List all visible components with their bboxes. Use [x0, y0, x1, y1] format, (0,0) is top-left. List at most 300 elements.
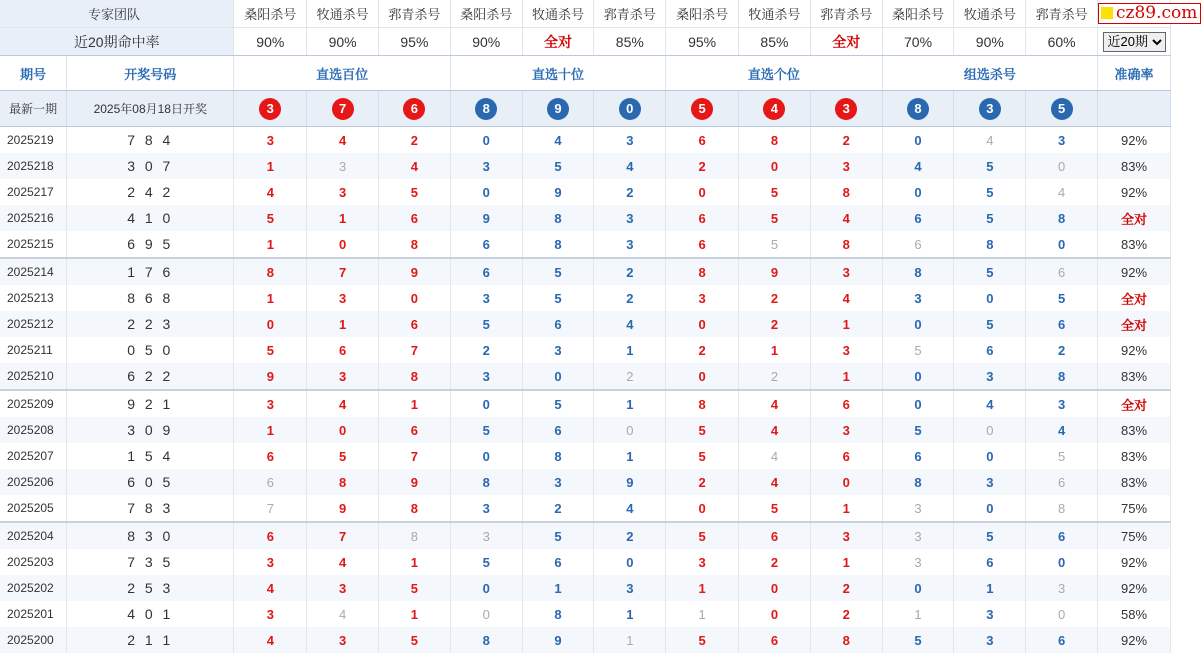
hit-rate: 70%	[882, 28, 954, 56]
issue-number: 2025201	[0, 601, 67, 627]
col-group: 组选杀号	[882, 56, 1097, 91]
latest-ball-cell	[594, 91, 666, 127]
table-row	[0, 443, 1171, 469]
logo-square-icon	[1101, 7, 1113, 19]
kill-number: 4	[307, 390, 379, 417]
kill-number: 7	[234, 495, 307, 522]
kill-number: 0	[307, 231, 379, 258]
expert-name: 郛青杀号	[379, 0, 451, 28]
kill-number: 5	[522, 522, 594, 549]
latest-ball-cell	[882, 91, 954, 127]
hit-rate-row	[0, 28, 1171, 56]
table-row	[0, 153, 1171, 179]
kill-number: 7	[307, 258, 379, 285]
number-ball: 7	[332, 98, 354, 120]
kill-number: 3	[810, 417, 882, 443]
rate-label: 近20期命中率	[0, 28, 234, 56]
kill-number: 1	[522, 575, 594, 601]
expert-name: 牧通杀号	[522, 0, 594, 28]
kill-number: 6	[882, 205, 954, 231]
draw-number: 4 0 1	[67, 601, 234, 627]
kill-number: 4	[234, 179, 307, 205]
kill-number: 0	[954, 495, 1026, 522]
accuracy-value: 92%	[1098, 549, 1171, 575]
kill-number: 8	[1026, 363, 1098, 390]
accuracy-value: 83%	[1098, 443, 1171, 469]
kill-number: 3	[522, 337, 594, 363]
kill-number: 3	[954, 469, 1026, 495]
kill-number: 2	[1026, 337, 1098, 363]
kill-number: 6	[1026, 311, 1098, 337]
kill-number: 3	[450, 285, 522, 311]
kill-number: 7	[379, 443, 451, 469]
kill-number: 0	[739, 575, 811, 601]
hit-rate: 90%	[307, 28, 379, 56]
issue-number: 2025211	[0, 337, 67, 363]
latest-ball-cell	[810, 91, 882, 127]
kill-number: 4	[594, 311, 666, 337]
kill-number: 2	[810, 575, 882, 601]
kill-number: 8	[882, 469, 954, 495]
issue-number: 2025217	[0, 179, 67, 205]
number-ball: 9	[547, 98, 569, 120]
kill-number: 3	[307, 179, 379, 205]
accuracy-value: 92%	[1098, 627, 1171, 653]
expert-name: 桑阳杀号	[234, 0, 307, 28]
accuracy-value: 全对	[1098, 311, 1171, 337]
kill-number: 8	[522, 231, 594, 258]
kill-number: 9	[522, 627, 594, 653]
kill-number: 6	[522, 417, 594, 443]
column-header-row	[0, 56, 1171, 91]
accuracy-value: 全对	[1098, 285, 1171, 311]
issue-number: 2025200	[0, 627, 67, 653]
kill-number: 8	[379, 231, 451, 258]
kill-number: 0	[666, 363, 739, 390]
kill-number: 6	[307, 337, 379, 363]
kill-number: 3	[522, 469, 594, 495]
kill-number: 5	[666, 443, 739, 469]
expert-name: 牧通杀号	[307, 0, 379, 28]
kill-number: 7	[307, 522, 379, 549]
kill-number: 2	[450, 337, 522, 363]
kill-number: 3	[307, 627, 379, 653]
kill-number: 2	[739, 311, 811, 337]
kill-number: 4	[234, 627, 307, 653]
hit-rate: 60%	[1026, 28, 1098, 56]
kill-number: 1	[379, 390, 451, 417]
kill-number: 1	[810, 363, 882, 390]
kill-number: 8	[307, 469, 379, 495]
table-row	[0, 627, 1171, 653]
accuracy-value: 83%	[1098, 469, 1171, 495]
draw-number: 9 2 1	[67, 390, 234, 417]
kill-number: 2	[666, 153, 739, 179]
accuracy-value: 75%	[1098, 522, 1171, 549]
period-select[interactable]	[1103, 32, 1166, 52]
kill-number: 5	[666, 417, 739, 443]
kill-number: 3	[882, 495, 954, 522]
col-hundreds: 直选百位	[234, 56, 450, 91]
kill-number: 3	[882, 522, 954, 549]
kill-number: 3	[882, 549, 954, 575]
kill-number: 0	[594, 549, 666, 575]
kill-number: 8	[810, 179, 882, 205]
number-ball: 3	[835, 98, 857, 120]
kill-number: 0	[450, 127, 522, 154]
table-row	[0, 205, 1171, 231]
draw-number: 1 7 6	[67, 258, 234, 285]
latest-ball-cell	[307, 91, 379, 127]
kill-number: 1	[594, 390, 666, 417]
kill-number: 1	[739, 337, 811, 363]
kill-number: 6	[522, 311, 594, 337]
issue-number: 2025204	[0, 522, 67, 549]
accuracy-value: 58%	[1098, 601, 1171, 627]
kill-number: 8	[1026, 205, 1098, 231]
kill-number: 1	[810, 549, 882, 575]
kill-number: 5	[522, 153, 594, 179]
kill-number: 1	[234, 231, 307, 258]
kill-number: 6	[234, 443, 307, 469]
kill-number: 5	[450, 417, 522, 443]
kill-number: 3	[234, 601, 307, 627]
issue-number: 2025206	[0, 469, 67, 495]
hit-rate: 85%	[594, 28, 666, 56]
expert-name: 桑阳杀号	[666, 0, 739, 28]
kill-number: 6	[882, 443, 954, 469]
latest-accuracy-empty	[1098, 91, 1171, 127]
issue-number: 2025218	[0, 153, 67, 179]
kill-number: 0	[450, 575, 522, 601]
kill-number: 0	[522, 363, 594, 390]
kill-number: 5	[954, 258, 1026, 285]
kill-number: 4	[739, 417, 811, 443]
kill-number: 6	[1026, 522, 1098, 549]
kill-number: 0	[450, 601, 522, 627]
kill-number: 1	[594, 601, 666, 627]
expert-name: 郛青杀号	[594, 0, 666, 28]
kill-number: 2	[379, 127, 451, 154]
latest-ball-cell	[666, 91, 739, 127]
kill-number: 0	[594, 417, 666, 443]
hit-rate: 90%	[234, 28, 307, 56]
number-ball: 6	[403, 98, 425, 120]
kill-number: 9	[450, 205, 522, 231]
issue-number: 2025212	[0, 311, 67, 337]
period-select-cell	[1098, 28, 1171, 56]
issue-number: 2025203	[0, 549, 67, 575]
kill-number: 6	[379, 417, 451, 443]
issue-number: 2025209	[0, 390, 67, 417]
kill-number: 0	[882, 179, 954, 205]
kill-number: 5	[954, 179, 1026, 205]
kill-number: 1	[594, 627, 666, 653]
kill-number: 3	[234, 549, 307, 575]
kill-number: 5	[522, 285, 594, 311]
kill-number: 9	[234, 363, 307, 390]
kill-number: 5	[450, 549, 522, 575]
logo-text: cz89.com	[1116, 3, 1198, 23]
kill-number: 0	[666, 179, 739, 205]
kill-number: 5	[450, 311, 522, 337]
kill-number: 4	[1026, 417, 1098, 443]
kill-number: 3	[666, 549, 739, 575]
logo-badge[interactable]	[1098, 3, 1201, 24]
kill-number: 8	[1026, 495, 1098, 522]
table-row	[0, 231, 1171, 258]
kill-number: 6	[954, 337, 1026, 363]
draw-number: 3 0 7	[67, 153, 234, 179]
kill-number: 3	[234, 127, 307, 154]
kill-number: 3	[450, 153, 522, 179]
kill-number: 4	[739, 443, 811, 469]
kill-number: 1	[234, 285, 307, 311]
accuracy-value: 92%	[1098, 127, 1171, 154]
kill-number: 8	[810, 627, 882, 653]
draw-number: 1 5 4	[67, 443, 234, 469]
issue-number: 2025210	[0, 363, 67, 390]
col-tens: 直选十位	[450, 56, 665, 91]
kill-number: 8	[379, 363, 451, 390]
kill-number: 6	[234, 469, 307, 495]
accuracy-value: 92%	[1098, 258, 1171, 285]
kill-number: 2	[594, 363, 666, 390]
kill-number: 3	[450, 495, 522, 522]
expert-name: 桑阳杀号	[450, 0, 522, 28]
issue-number: 2025214	[0, 258, 67, 285]
kill-number: 5	[379, 575, 451, 601]
hit-rate: 90%	[954, 28, 1026, 56]
kill-number: 0	[882, 575, 954, 601]
kill-number: 6	[450, 258, 522, 285]
draw-number: 2 2 3	[67, 311, 234, 337]
kill-number: 1	[307, 311, 379, 337]
table-row	[0, 522, 1171, 549]
kill-number: 5	[954, 153, 1026, 179]
kill-number: 8	[810, 231, 882, 258]
issue-number: 2025219	[0, 127, 67, 154]
hit-rate: 95%	[666, 28, 739, 56]
kill-number: 3	[450, 522, 522, 549]
issue-number: 2025213	[0, 285, 67, 311]
kill-number: 2	[810, 127, 882, 154]
draw-number: 6 2 2	[67, 363, 234, 390]
kill-number: 8	[522, 601, 594, 627]
kill-number: 1	[594, 337, 666, 363]
kill-number: 5	[954, 522, 1026, 549]
kill-number: 3	[594, 205, 666, 231]
table-row	[0, 285, 1171, 311]
kill-number: 2	[810, 601, 882, 627]
table-row	[0, 417, 1171, 443]
issue-number: 2025205	[0, 495, 67, 522]
kill-number: 5	[234, 337, 307, 363]
latest-date: 2025年08月18日开奖	[67, 91, 234, 127]
kill-number: 1	[666, 601, 739, 627]
team-label: 专家团队	[0, 0, 234, 28]
number-ball: 8	[475, 98, 497, 120]
kill-number: 8	[234, 258, 307, 285]
kill-number: 2	[594, 258, 666, 285]
kill-number: 1	[594, 443, 666, 469]
kill-number: 5	[739, 495, 811, 522]
latest-draw-row	[0, 91, 1171, 127]
kill-number: 1	[234, 153, 307, 179]
kill-number: 0	[810, 469, 882, 495]
hit-rate: 全对	[522, 28, 594, 56]
kill-number: 8	[666, 390, 739, 417]
accuracy-value: 92%	[1098, 337, 1171, 363]
kill-number: 9	[522, 179, 594, 205]
kill-number: 8	[379, 495, 451, 522]
kill-number: 4	[307, 549, 379, 575]
draw-number: 2 5 3	[67, 575, 234, 601]
kill-number: 8	[882, 258, 954, 285]
kill-number: 4	[379, 153, 451, 179]
kill-number: 1	[379, 549, 451, 575]
kill-number: 5	[882, 417, 954, 443]
latest-ball-cell	[522, 91, 594, 127]
kill-number: 3	[810, 522, 882, 549]
site-logo[interactable]	[1098, 0, 1198, 28]
kill-number: 8	[522, 443, 594, 469]
kill-number: 2	[522, 495, 594, 522]
kill-number: 6	[666, 127, 739, 154]
accuracy-value: 92%	[1098, 575, 1171, 601]
expert-name: 郛青杀号	[1026, 0, 1098, 28]
kill-number: 6	[666, 231, 739, 258]
kill-number: 0	[739, 601, 811, 627]
latest-ball-cell	[1026, 91, 1098, 127]
kill-number: 0	[882, 311, 954, 337]
kill-number: 8	[739, 127, 811, 154]
kill-number: 4	[810, 205, 882, 231]
kill-number: 1	[882, 601, 954, 627]
kill-number: 4	[307, 127, 379, 154]
kill-number: 4	[882, 153, 954, 179]
kill-number: 4	[954, 390, 1026, 417]
kill-number: 6	[379, 205, 451, 231]
number-ball: 3	[979, 98, 1001, 120]
kill-number: 3	[307, 153, 379, 179]
kill-number: 0	[882, 127, 954, 154]
kill-number: 8	[450, 627, 522, 653]
draw-number: 2 1 1	[67, 627, 234, 653]
kill-number: 3	[1026, 575, 1098, 601]
draw-number: 8 3 0	[67, 522, 234, 549]
draw-number: 8 6 8	[67, 285, 234, 311]
latest-ball-cell	[379, 91, 451, 127]
history-rows	[0, 127, 1171, 654]
number-ball: 8	[907, 98, 929, 120]
col-units: 直选个位	[666, 56, 882, 91]
number-ball: 0	[619, 98, 641, 120]
hit-rate: 90%	[450, 28, 522, 56]
draw-number: 0 5 0	[67, 337, 234, 363]
kill-number: 2	[594, 522, 666, 549]
kill-number: 5	[1026, 443, 1098, 469]
kill-number: 5	[882, 337, 954, 363]
kill-number: 6	[666, 205, 739, 231]
kill-number: 0	[450, 390, 522, 417]
kill-number: 4	[307, 601, 379, 627]
kill-number: 0	[450, 443, 522, 469]
kill-number: 0	[450, 179, 522, 205]
table-row	[0, 311, 1171, 337]
kill-number: 8	[379, 522, 451, 549]
kill-number: 0	[1026, 153, 1098, 179]
kill-number: 6	[1026, 627, 1098, 653]
expert-team-row	[0, 0, 1171, 28]
accuracy-value: 92%	[1098, 179, 1171, 205]
kill-number: 5	[882, 627, 954, 653]
kill-number: 1	[307, 205, 379, 231]
kill-number: 5	[739, 205, 811, 231]
draw-number: 2 4 2	[67, 179, 234, 205]
kill-number: 6	[234, 522, 307, 549]
kill-number: 6	[810, 443, 882, 469]
kill-number: 3	[1026, 127, 1098, 154]
accuracy-value: 83%	[1098, 417, 1171, 443]
kill-number: 1	[810, 495, 882, 522]
expert-name: 牧通杀号	[739, 0, 811, 28]
kill-number: 3	[1026, 390, 1098, 417]
draw-number: 7 3 5	[67, 549, 234, 575]
kill-number: 1	[810, 311, 882, 337]
kill-number: 3	[307, 363, 379, 390]
accuracy-value: 全对	[1098, 205, 1171, 231]
table-row	[0, 337, 1171, 363]
kill-number: 3	[954, 601, 1026, 627]
latest-label: 最新一期	[0, 91, 67, 127]
kill-number: 3	[450, 363, 522, 390]
kill-number: 6	[1026, 258, 1098, 285]
number-ball: 4	[763, 98, 785, 120]
kill-number: 5	[234, 205, 307, 231]
kill-number: 4	[739, 390, 811, 417]
kill-number: 6	[522, 549, 594, 575]
accuracy-value: 75%	[1098, 495, 1171, 522]
expert-name: 牧通杀号	[954, 0, 1026, 28]
kill-number: 5	[666, 627, 739, 653]
col-draw: 开奖号码	[67, 56, 234, 91]
kill-number: 3	[666, 285, 739, 311]
kill-number: 3	[307, 575, 379, 601]
kill-number: 9	[379, 258, 451, 285]
kill-number: 0	[1026, 601, 1098, 627]
col-issue: 期号	[0, 56, 67, 91]
draw-number: 3 0 9	[67, 417, 234, 443]
kill-number: 3	[954, 363, 1026, 390]
number-ball: 5	[691, 98, 713, 120]
table-row	[0, 601, 1171, 627]
table-row	[0, 390, 1171, 417]
kill-number: 5	[739, 231, 811, 258]
issue-number: 2025216	[0, 205, 67, 231]
kill-number: 2	[666, 469, 739, 495]
kill-number: 5	[954, 311, 1026, 337]
latest-ball-cell	[450, 91, 522, 127]
expert-name: 桑阳杀号	[882, 0, 954, 28]
latest-ball-cell	[739, 91, 811, 127]
table-row	[0, 127, 1171, 154]
kill-number: 3	[810, 258, 882, 285]
kill-number: 9	[739, 258, 811, 285]
latest-ball-cell	[954, 91, 1026, 127]
issue-number: 2025207	[0, 443, 67, 469]
kill-number: 0	[307, 417, 379, 443]
